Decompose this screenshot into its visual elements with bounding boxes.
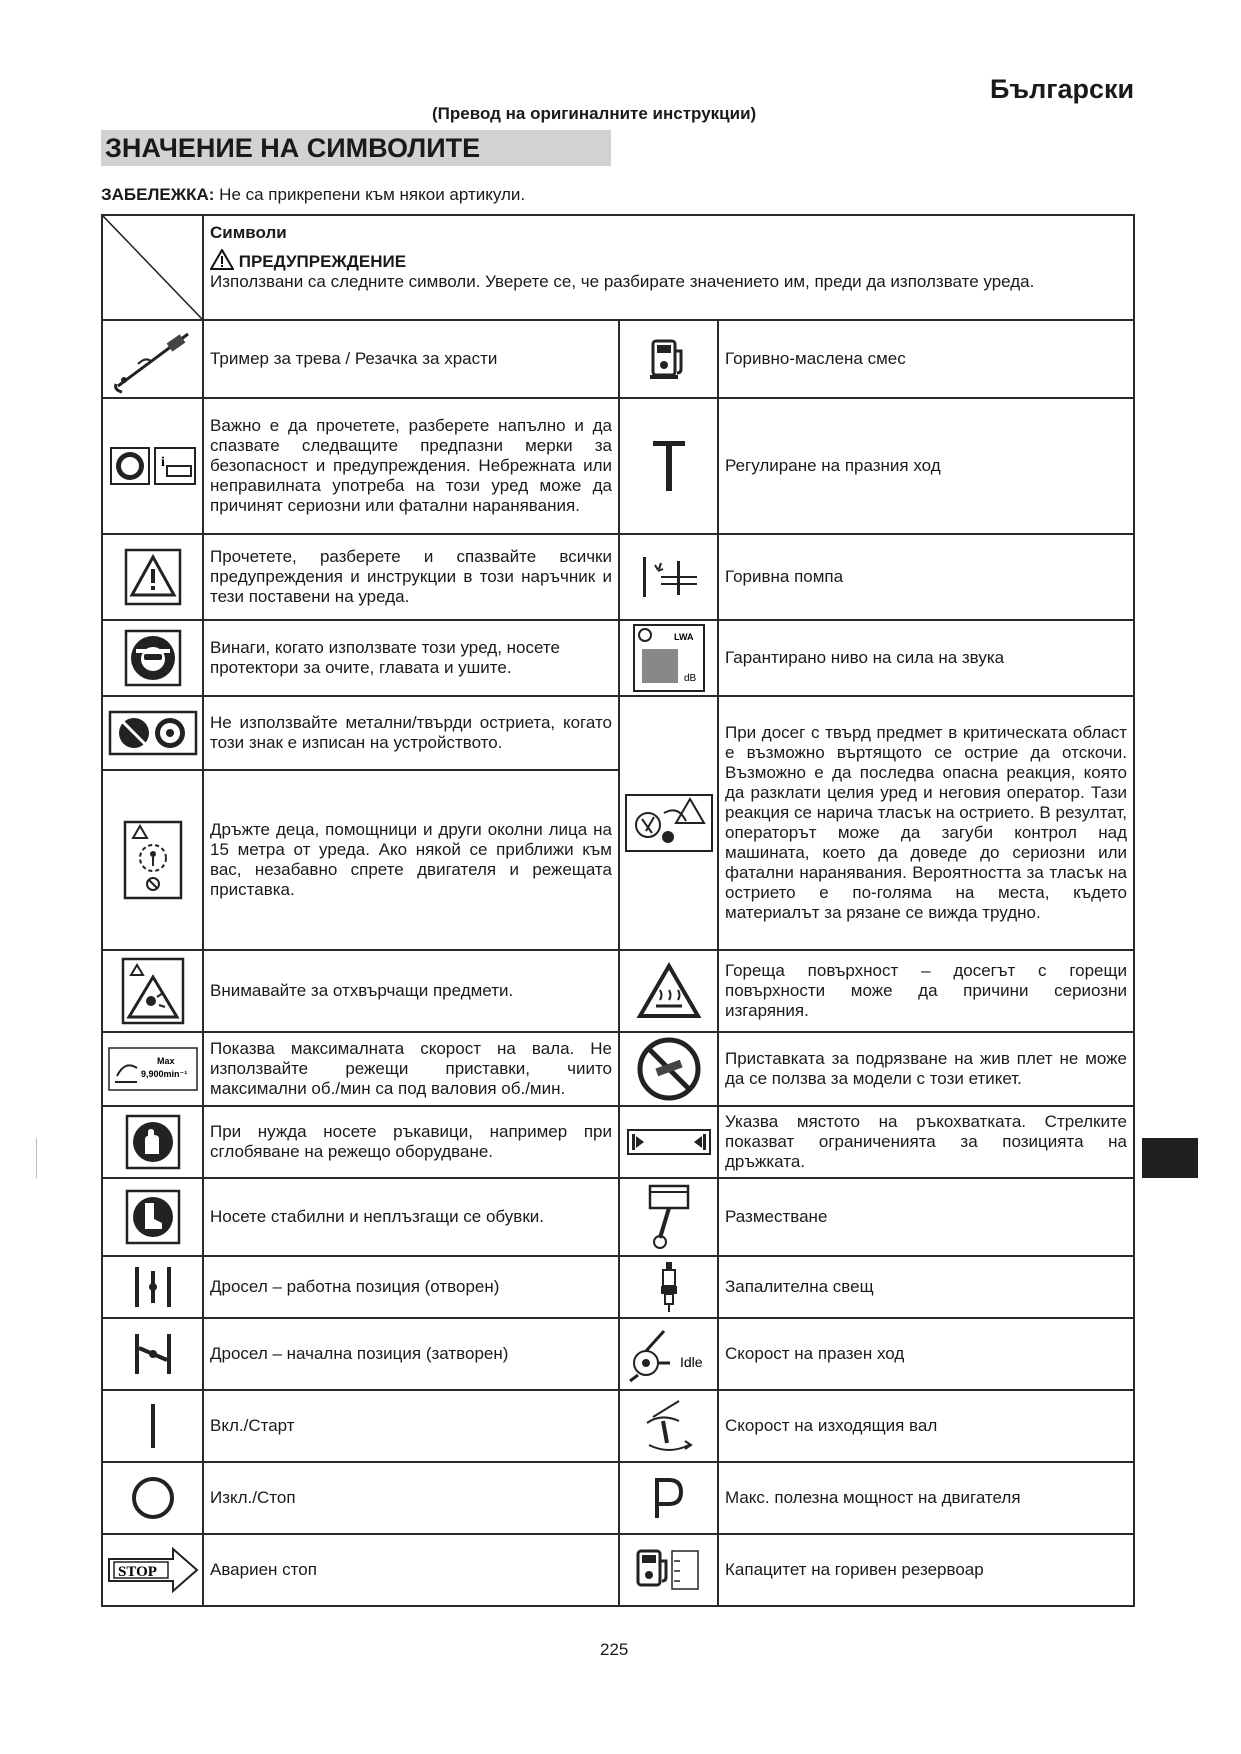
table-row bbox=[102, 320, 1134, 398]
head-protection-icon bbox=[124, 629, 182, 687]
warning-text: Използвани са следните символи. Уверете се, че разбирате значението им, преди да използвате уреда. bbox=[210, 272, 1035, 291]
idle-adjust-text: Регулиране на празния ход bbox=[718, 398, 1134, 534]
hot-surface-icon bbox=[636, 962, 702, 1020]
idle-speed-text: Скорост на празен ход bbox=[718, 1318, 1134, 1390]
choke-open-icon bbox=[129, 1263, 177, 1311]
shaft-speed-text: Скорост на изходящия вал bbox=[718, 1390, 1134, 1462]
fuel-pump-icon bbox=[639, 555, 699, 599]
thrown-objects-icon bbox=[121, 957, 185, 1025]
table-row bbox=[102, 1390, 1134, 1462]
table-row bbox=[102, 1178, 1134, 1256]
handle-text: Указва мястото на ръкохватката. Стрелките показват ограниченията за позицията на дръжката. bbox=[718, 1106, 1134, 1178]
svg-text:i: i bbox=[160, 455, 165, 470]
max-power-icon bbox=[649, 1474, 689, 1522]
chapter-tab-marker bbox=[1142, 1138, 1198, 1178]
on-start-text: Вкл./Старт bbox=[203, 1390, 619, 1462]
gloves-text: При нужда носете ръкавици, например при сглобяване на режещо оборудване. bbox=[203, 1106, 619, 1178]
warning-heading bbox=[210, 249, 1127, 272]
keep-distance-icon bbox=[123, 820, 183, 900]
emergency-stop-icon bbox=[106, 1545, 200, 1595]
max-power-text: Макс. полезна мощност на двигателя bbox=[718, 1462, 1134, 1534]
fuel-mix-icon bbox=[647, 337, 691, 381]
fuel-tank-icon bbox=[634, 1547, 704, 1593]
warning-label: ПРЕДУПРЕЖДЕНИЕ bbox=[238, 252, 407, 271]
table-row bbox=[102, 1106, 1134, 1178]
table-header-row bbox=[102, 215, 1134, 320]
protectors-text: Винаги, когато използвате този уред, носете протектори за очите, главата и ушите. bbox=[203, 620, 619, 696]
note bbox=[101, 185, 525, 205]
displacement-text: Разместване bbox=[718, 1178, 1134, 1256]
hedge-text: Приставката за подрязване на жив плет не може да се ползва за модели с този етикет. bbox=[718, 1032, 1134, 1106]
no-hedge-trimmer-icon bbox=[636, 1036, 702, 1102]
max-speed-icon bbox=[107, 1046, 199, 1092]
gloves-icon bbox=[125, 1114, 181, 1170]
sound-icon-label: LWA bbox=[673, 632, 693, 642]
table-row bbox=[102, 1032, 1134, 1106]
displacement-icon bbox=[644, 1182, 694, 1252]
max-speed-label: Max bbox=[156, 1056, 175, 1066]
language-label: Български bbox=[990, 74, 1135, 104]
emergency-stop-text: Авариен стоп bbox=[203, 1534, 619, 1606]
table-header bbox=[203, 215, 1134, 320]
page-number: 225 bbox=[600, 1640, 629, 1659]
sound-level-icon bbox=[632, 623, 706, 693]
trimmer-icon bbox=[108, 324, 198, 394]
table-row bbox=[102, 398, 1134, 534]
no-metal-blades-text: Не използвайте метални/твърди остриета, когато този знак е изписан на устройството. bbox=[203, 696, 619, 770]
margin-line bbox=[36, 1138, 37, 1178]
section-title: ЗНАЧЕНИЕ НА СИМВОЛИТЕ bbox=[101, 130, 611, 166]
read-warnings-text: Прочетете, разберете и спазвайте всички предупреждения и инструкции в този наръчник и тези поставени на уреда. bbox=[203, 534, 619, 620]
stop-icon-label: STOP bbox=[117, 1564, 157, 1580]
trimmer-text: Тример за трева / Резачка за храсти bbox=[203, 320, 619, 398]
diagonal-cell bbox=[102, 215, 203, 320]
table-row bbox=[102, 1318, 1134, 1390]
note-label: ЗАБЕЛЕЖКА: bbox=[101, 185, 215, 204]
hot-surface-text: Гореща повърхност – досегът с горещи повърхности може да причини сериозни изгаряния. bbox=[718, 950, 1134, 1032]
boots-icon bbox=[125, 1189, 181, 1245]
table-row bbox=[102, 534, 1134, 620]
table-row bbox=[102, 950, 1134, 1032]
spark-plug-icon bbox=[657, 1260, 681, 1314]
table-row bbox=[102, 1462, 1134, 1534]
max-speed-value: 9,900min⁻¹ bbox=[140, 1069, 187, 1079]
bystanders-text: Дръжте деца, помощници и други околни лица на 15 метра от уреда. Ако някой се приближи към вас, незабавно спрете двигателя и режещата приставка. bbox=[203, 770, 619, 950]
warning-manual-icon bbox=[124, 548, 182, 606]
choke-closed-icon bbox=[129, 1330, 177, 1378]
no-metal-blade-icon bbox=[108, 710, 198, 756]
handle-position-icon bbox=[626, 1128, 712, 1156]
table-row bbox=[102, 696, 1134, 770]
off-stop-text: Изкл./Стоп bbox=[203, 1462, 619, 1534]
sound-icon-unit: dB bbox=[683, 673, 696, 684]
blade-thrust-text: При досег с твърд предмет в критическата област е възможно въртящото се острие да отскочи. Възможно е да последва опасна реакция, която да разклати целия уред и неговия оператор. Тази реакция се нарича тласък на острието. В резултат, операторът може да загуби контрол над машината, което да доведе до сериозни или фатални наранявания. Вероятността за тласък на острието е по-голяма на места, където материалът за рязане се вижда трудно. bbox=[718, 696, 1134, 950]
fuel-pump-text: Горивна помпа bbox=[718, 534, 1134, 620]
choke-open-text: Дросел – работна позиция (отворен) bbox=[203, 1256, 619, 1318]
symbols-heading: Символи bbox=[210, 223, 287, 242]
off-stop-icon bbox=[128, 1473, 178, 1523]
warning-triangle-icon bbox=[210, 249, 234, 270]
idle-speed-icon bbox=[624, 1323, 714, 1385]
choke-closed-text: Дросел – начална позиция (затворен) bbox=[203, 1318, 619, 1390]
table-row bbox=[102, 620, 1134, 696]
fuel-mix-text: Горивно-маслена смес bbox=[718, 320, 1134, 398]
symbols-table bbox=[101, 214, 1135, 1607]
table-row bbox=[102, 1256, 1134, 1318]
read-manual-icon bbox=[109, 446, 197, 486]
max-speed-text: Показва максималната скорост на вала. Не използвайте режещи приставки, чиито максимални об./мин са под валовия об./мин. bbox=[203, 1032, 619, 1106]
on-start-icon bbox=[143, 1401, 163, 1451]
blade-thrust-icon bbox=[624, 793, 714, 853]
shaft-speed-icon bbox=[639, 1395, 699, 1457]
sound-level-text: Гарантирано ниво на сила на звука bbox=[718, 620, 1134, 696]
note-text: Не са прикрепени към някои артикули. bbox=[214, 185, 526, 204]
translation-subtitle: (Превод на оригиналните инструкции) bbox=[432, 104, 757, 123]
idle-icon-label: Idle bbox=[679, 1354, 703, 1370]
thrown-objects-text: Внимавайте за отхвърчащи предмети. bbox=[203, 950, 619, 1032]
idle-adjust-icon bbox=[651, 439, 687, 493]
read-manual-text: Важно е да прочетете, разберете напълно и да спазвате следващите предпазни мерки за безопасност и предупреждения. Небрежната или неправилната употреба на този уред може да причинят сериозни или фатални наранявания. bbox=[203, 398, 619, 534]
boots-text: Носете стабилни и неплъзгащи се обувки. bbox=[203, 1178, 619, 1256]
tank-capacity-text: Капацитет на горивен резервоар bbox=[718, 1534, 1134, 1606]
table-row bbox=[102, 1534, 1134, 1606]
spark-plug-text: Запалителна свещ bbox=[718, 1256, 1134, 1318]
